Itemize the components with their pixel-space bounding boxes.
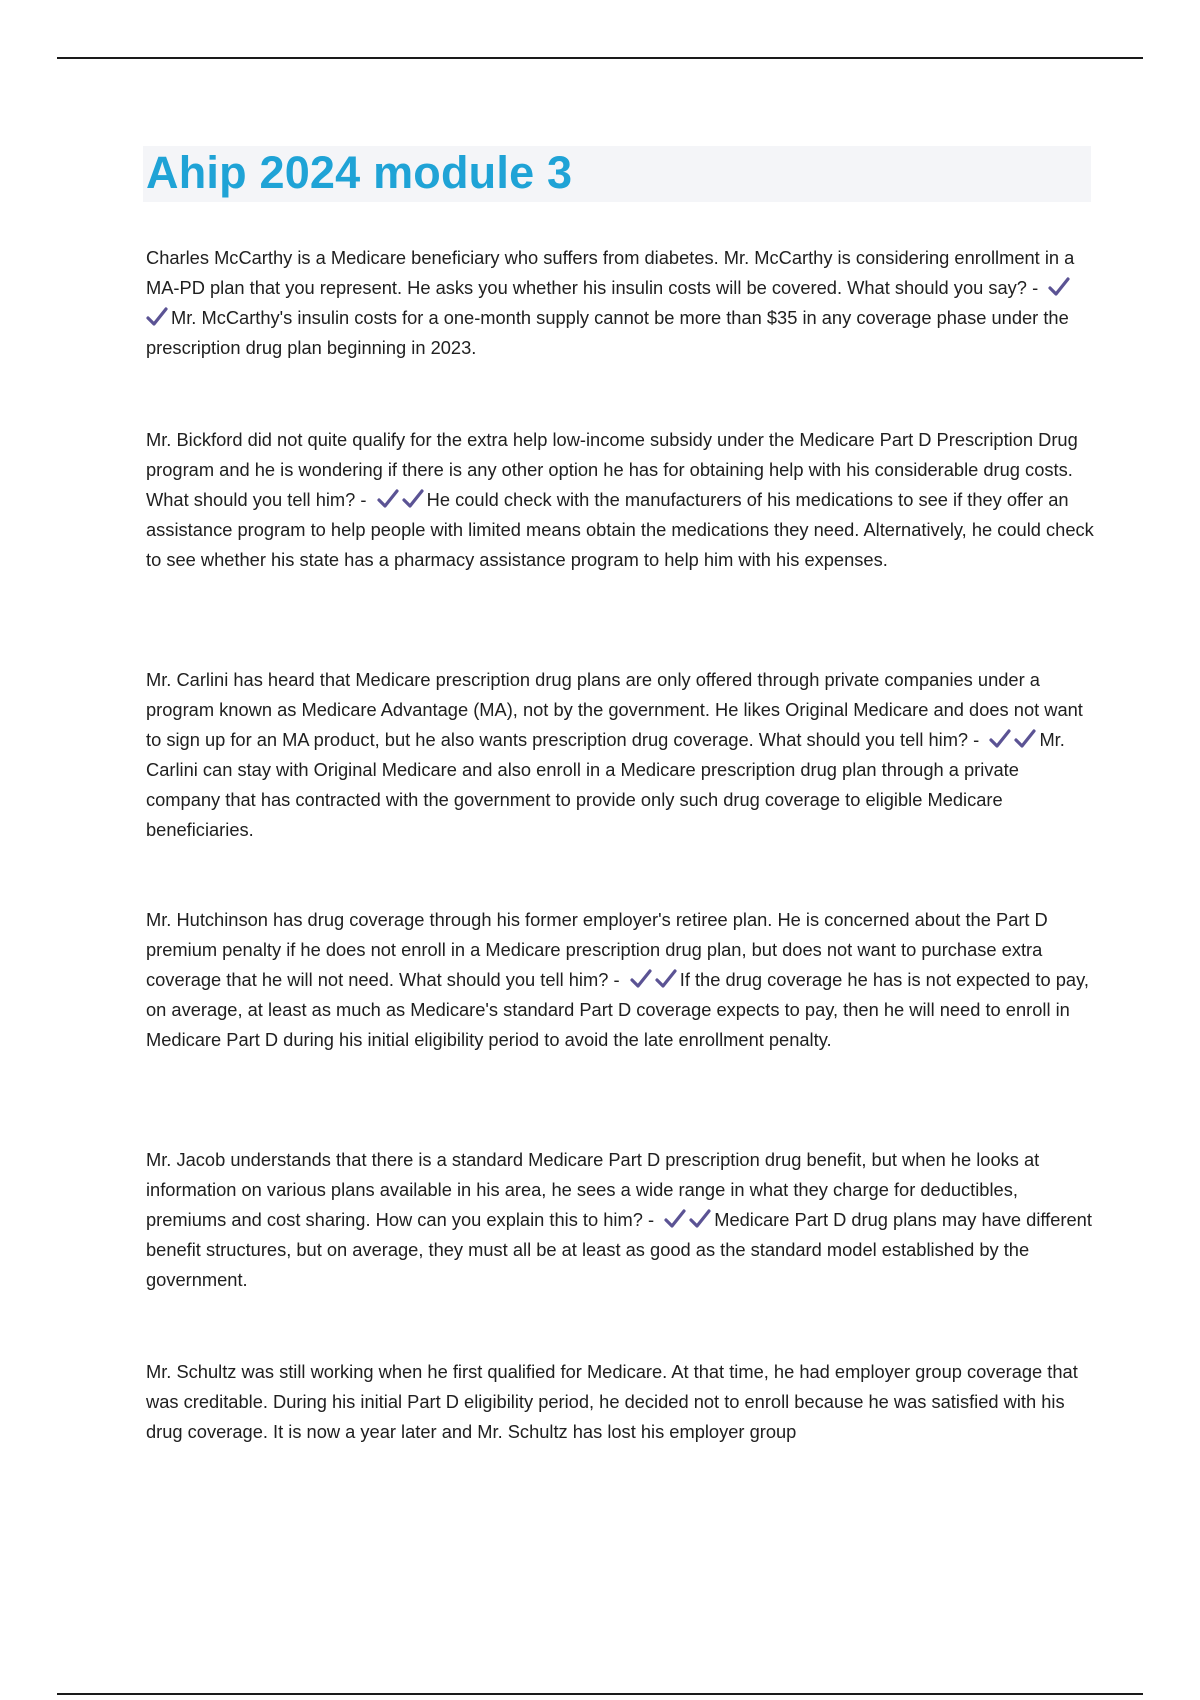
separator: - <box>968 729 985 750</box>
separator: - <box>608 969 625 990</box>
check-mark-icon <box>1048 277 1070 297</box>
qa-item <box>146 905 1096 1055</box>
separator: - <box>355 489 372 510</box>
check-mark-icon <box>1014 729 1036 749</box>
qa-item <box>146 665 1096 845</box>
check-mark-icon <box>146 307 168 327</box>
check-mark-icon <box>630 969 652 989</box>
check-mark-icon <box>989 729 1011 749</box>
separator: - <box>1026 277 1044 298</box>
qa-item <box>146 425 1096 575</box>
check-mark-icon <box>655 969 677 989</box>
question-text: Mr. Schultz was still working when he first qualified for Medicare. At that time, he had employer group coverage that was creditable. During his initial Part D eligibility period, he decided not to enroll because he was satisfied with his drug coverage. It is now a year later and Mr. Schultz has lost his employer group <box>146 1361 1078 1442</box>
answer-text: Mr. Carlini can stay with Original Medicare and also enroll in a Medicare prescription drug plan through a private company that has contracted with the government to provide only such drug coverage to eligible Medicare beneficiaries. <box>146 729 1065 840</box>
check-mark-icon <box>664 1209 686 1229</box>
answer-text: If the drug coverage he has is not expected to pay, on average, at least as much as Medicare's standard Part D coverage expects to pay, then he will need to enroll in Medicare Part D during his initial eligibility period to avoid the late enrollment penalty. <box>146 969 1089 1050</box>
qa-item <box>146 1357 1096 1447</box>
question-text: Mr. Bickford did not quite qualify for the extra help low-income subsidy under the Medicare Part D Prescription Drug program and he is wondering if there is any other option he has for obtaining help with his considerable drug costs. What should you tell him? <box>146 429 1078 510</box>
question-text: Mr. Hutchinson has drug coverage through his former employer's retiree plan. He is concerned about the Part D premium penalty if he does not enroll in a Medicare prescription drug plan, but does not want to purchase extra coverage that he will not need. What should you tell him? <box>146 909 1048 990</box>
check-mark-icon <box>689 1209 711 1229</box>
question-text: Mr. Jacob understands that there is a standard Medicare Part D prescription drug benefit, but when he looks at information on various plans available in his area, he sees a wide range in what they charge for deductibles, premiums and cost sharing. How can you explain this to him? <box>146 1149 1040 1230</box>
bottom-rule <box>57 1693 1143 1695</box>
check-mark-icon <box>377 489 399 509</box>
answer-text: Medicare Part D drug plans may have different benefit structures, but on average, they must all be at least as good as the standard model established by the government. <box>146 1209 1092 1290</box>
check-mark-icon <box>402 489 424 509</box>
answer-text: He could check with the manufacturers of his medications to see if they offer an assistance program to help people with limited means obtain the medications they need. Alternatively, he could check to see whether his state has a pharmacy assistance program to help him with his expenses. <box>146 489 1094 570</box>
question-text: Charles McCarthy is a Medicare beneficiary who suffers from diabetes. Mr. McCarthy is considering enrollment in a MA-PD plan that you represent. He asks you whether his insulin costs will be covered. What should you say? <box>146 247 1075 298</box>
separator: - <box>642 1209 660 1230</box>
qa-item <box>146 243 1096 363</box>
top-rule <box>57 57 1143 59</box>
question-text: Mr. Carlini has heard that Medicare prescription drug plans are only offered through private companies under a program known as Medicare Advantage (MA), not by the government. He likes Original Medicare and does not want to sign up for an MA product, but he also wants prescription drug coverage. What should you tell him? <box>146 669 1083 750</box>
answer-text: Mr. McCarthy's insulin costs for a one-month supply cannot be more than $35 in any coverage phase under the prescription drug plan beginning in 2023. <box>146 307 1069 358</box>
document-title: Ahip 2024 module 3 <box>146 147 573 198</box>
qa-item <box>146 1145 1096 1295</box>
